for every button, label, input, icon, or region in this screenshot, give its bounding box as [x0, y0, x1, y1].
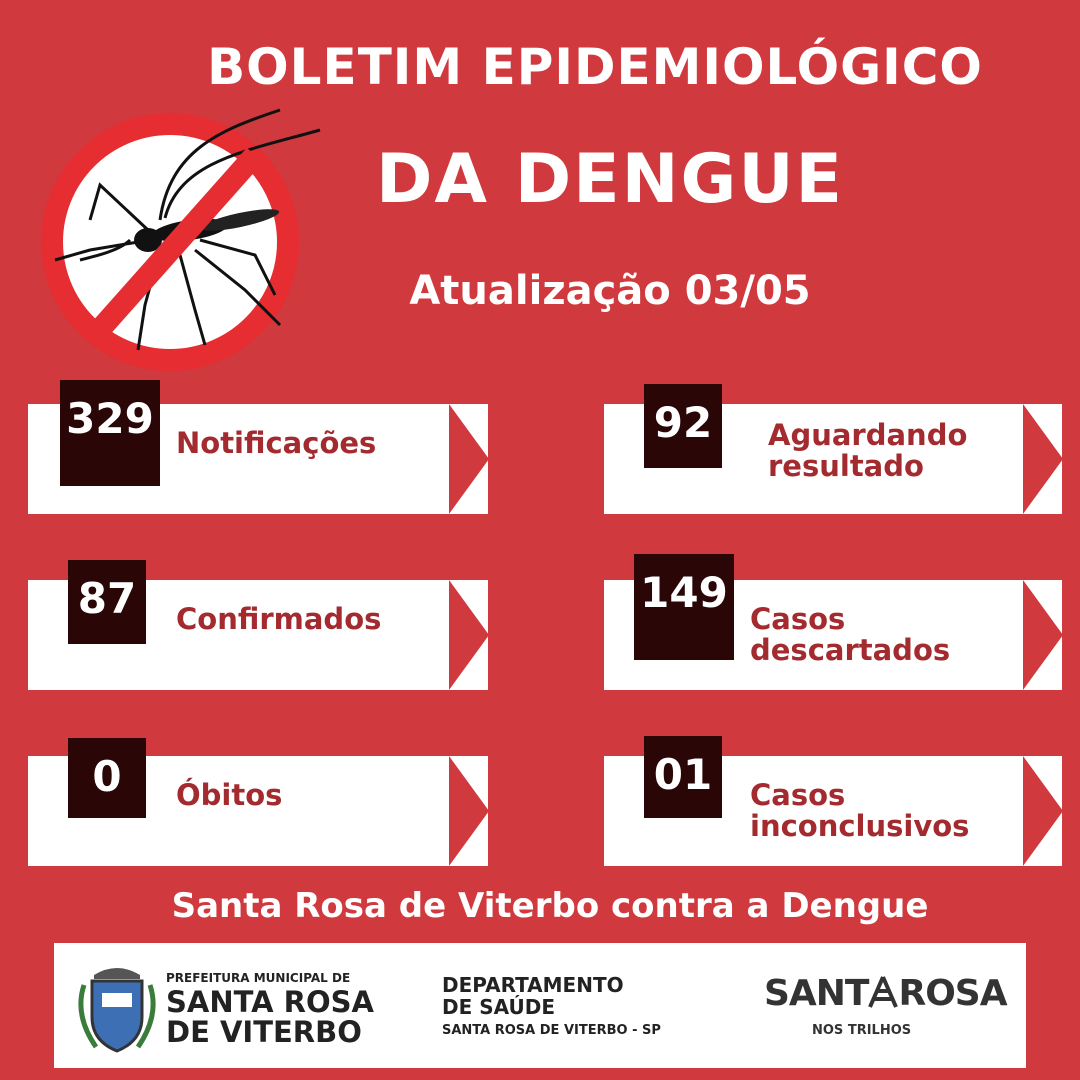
santa-rosa-logo-sub: NOS TRILHOS	[812, 1023, 912, 1038]
stat-label-obitos: Óbitos	[176, 778, 283, 812]
coat-of-arms-icon	[72, 955, 162, 1059]
stat-label-aguardando-line2: resultado	[768, 449, 924, 483]
stat-label-notificacoes: Notificações	[176, 426, 377, 460]
train-track-icon	[868, 975, 898, 1009]
stat-label-confirmados: Confirmados	[176, 602, 382, 636]
stat-label-descartados-line2: descartados	[750, 633, 951, 667]
dept-line2: DE SAÚDE	[442, 995, 555, 1019]
stat-number-descartados: 149	[634, 554, 734, 660]
stat-label-inconclusivos-line1: Casos	[750, 778, 846, 812]
page-title-line1: BOLETIM EPIDEMIOLÓGICO	[207, 38, 983, 96]
page-title-line2: DA DENGUE	[375, 140, 845, 219]
prefeitura-name-line2: DE VITERBO	[166, 1015, 362, 1049]
prefeitura-name-line1: SANTA ROSA	[166, 985, 374, 1019]
stat-number-obitos: 0	[68, 738, 146, 818]
stat-number-notificacoes: 329	[60, 380, 160, 486]
logo-bar	[54, 943, 1026, 1068]
stat-number-inconclusivos: 01	[644, 736, 722, 818]
prefeitura-small-text: PREFEITURA MUNICIPAL DE	[166, 971, 351, 985]
dept-line3: SANTA ROSA DE VITERBO - SP	[442, 1023, 661, 1038]
stat-number-confirmados: 87	[68, 560, 146, 644]
stat-label-inconclusivos-line2: inconclusivos	[750, 809, 970, 843]
dept-line1: DEPARTAMENTO	[442, 973, 624, 997]
stat-number-aguardando: 92	[644, 384, 722, 468]
stat-label-aguardando-line1: Aguardando	[768, 418, 968, 452]
footer-slogan: Santa Rosa de Viterbo contra a Dengue	[171, 886, 929, 926]
no-mosquito-icon	[30, 90, 330, 380]
update-date: Atualização 03/05	[409, 268, 811, 314]
santa-rosa-logo-text: SANT ROSA	[764, 973, 1007, 1014]
stat-label-descartados-line1: Casos	[750, 602, 846, 636]
